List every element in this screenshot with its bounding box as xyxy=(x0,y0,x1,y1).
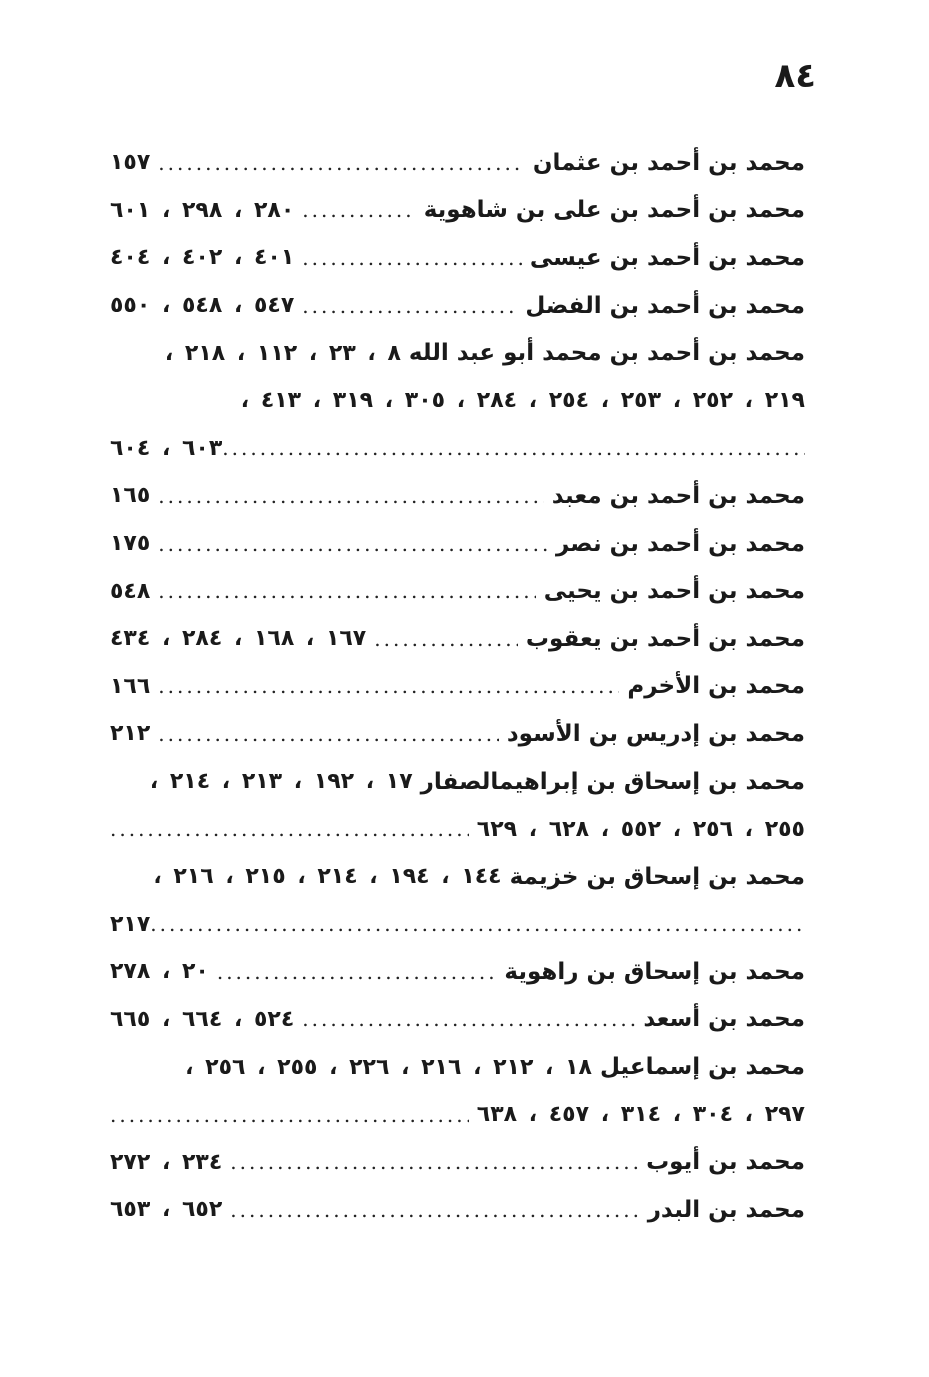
entry-pages: ٤٠١ ، ٤٠٢ ، ٤٠٤ xyxy=(110,245,295,271)
index-entry xyxy=(110,853,805,901)
entry-name: محمد بن أحمد بن على بن شاهوية xyxy=(423,197,805,224)
index-entry xyxy=(110,948,805,996)
index-entry xyxy=(110,710,805,758)
entry-pages: ٢٣٤ ، ٢٧٢ xyxy=(110,1149,223,1175)
index-entry-continuation xyxy=(110,901,805,949)
dot-leader xyxy=(230,1198,639,1222)
dot-leader xyxy=(158,532,548,556)
dot-leader xyxy=(158,484,543,508)
dot-leader xyxy=(222,436,805,460)
dot-leader xyxy=(302,1007,635,1031)
entry-name: محمد بن إدريس بن الأسود xyxy=(506,720,805,747)
index-entry xyxy=(110,472,805,520)
index-entry-continuation xyxy=(110,377,805,425)
index-entry xyxy=(110,234,805,282)
entry-name: محمد بن أحمد بن الفضل xyxy=(525,292,805,319)
entry-pages: ١٧٥ xyxy=(110,531,151,557)
dot-leader xyxy=(302,246,522,270)
entry-name: محمد بن البدر xyxy=(647,1196,805,1223)
entry-pages: ٥٢٤ ، ٦٦٤ ، ٦٦٥ xyxy=(110,1006,295,1032)
entry-pages: ٢٠ ، ٢٧٨ xyxy=(110,959,209,985)
index-entry xyxy=(110,1138,805,1186)
index-entry xyxy=(110,615,805,663)
dot-leader xyxy=(158,151,525,175)
index-entry xyxy=(110,520,805,568)
entry-pages: ٢٨٠ ، ٢٩٨ ، ٦٠١ xyxy=(110,197,295,223)
entry-name: محمد بن الأخرم xyxy=(627,673,805,700)
index-entry xyxy=(110,139,805,187)
entry-pages: ٥٤٧ ، ٥٤٨ ، ٥٥٠ xyxy=(110,293,295,319)
entry-name: محمد بن أسعد xyxy=(643,1006,805,1033)
entry-pages: ٨ ، ٢٣ ، ١١٢ ، ٢١٨ ، xyxy=(164,340,401,366)
entry-pages: ١٨ ، ٢١٢ ، ٢١٦ ، ٢٢٦ ، ٢٥٥ ، ٢٥٦ ، xyxy=(185,1054,592,1080)
entry-pages: ٢٥٥ ، ٢٥٦ ، ٥٥٢ ، ٦٢٨ ، ٦٢٩ xyxy=(476,816,805,842)
index-entry xyxy=(110,187,805,235)
entry-pages: ٢١٩ ، ٢٥٢ ، ٢٥٣ ، ٢٥٤ ، ٢٨٤ ، ٣٠٥ ، ٣١٩ ، ٤١٣ ، xyxy=(240,388,805,414)
entry-pages: ١٦٧ ، ١٦٨ ، ٢٨٤ ، ٤٣٤ xyxy=(110,626,367,652)
index-entry-continuation xyxy=(110,425,805,473)
entry-pages: ١٤٤ ، ١٩٤ ، ٢١٤ ، ٢١٥ ، ٢١٦ ، xyxy=(153,864,502,890)
index-entry xyxy=(110,663,805,711)
dot-leader xyxy=(230,1150,638,1174)
dot-leader xyxy=(110,817,469,841)
index-entry xyxy=(110,1043,805,1091)
entry-name: محمد بن أحمد بن عثمان xyxy=(532,149,805,176)
index-list xyxy=(110,139,805,1234)
entry-pages: ١٧ ، ١٩٢ ، ٢١٣ ، ٢١٤ ، xyxy=(149,769,413,795)
dot-leader xyxy=(374,627,518,651)
entry-name: محمد بن إسحاق بن راهوية xyxy=(504,958,805,985)
entry-name: محمد بن أحمد بن نصر xyxy=(556,530,805,557)
entry-name: محمد بن أحمد بن عيسى xyxy=(529,244,805,271)
entry-name: محمد بن أحمد بن يعقوب xyxy=(525,625,805,652)
entry-pages: ٦٠٣ ، ٦٠٤ xyxy=(110,435,223,461)
index-entry xyxy=(110,758,805,806)
dot-leader xyxy=(110,1103,469,1127)
dot-leader xyxy=(150,912,805,936)
entry-name: محمد بن إسماعيل xyxy=(599,1054,805,1081)
entry-pages: ١٦٥ xyxy=(110,483,151,509)
entry-name: محمد بن أحمد بن محمد أبو عبد الله xyxy=(408,340,805,367)
page-number: ٨٤ xyxy=(774,56,816,96)
entry-name: محمد بن أحمد بن معبد xyxy=(551,482,805,509)
index-entry xyxy=(110,329,805,377)
entry-pages: ١٦٦ xyxy=(110,673,151,699)
entry-pages: ٢٩٧ ، ٣٠٤ ، ٣١٤ ، ٤٥٧ ، ٦٣٨ xyxy=(476,1102,805,1128)
index-entry xyxy=(110,282,805,330)
dot-leader xyxy=(302,198,415,222)
entry-pages: ٥٤٨ xyxy=(110,578,151,604)
dot-leader xyxy=(158,674,619,698)
entry-pages: ٢١٧ xyxy=(110,911,151,937)
dot-leader xyxy=(158,722,499,746)
entry-pages: ٦٥٢ ، ٦٥٣ xyxy=(110,1197,223,1223)
dot-leader xyxy=(217,960,497,984)
dot-leader xyxy=(302,294,517,318)
index-entry xyxy=(110,1186,805,1234)
dot-leader xyxy=(158,579,535,603)
index-entry-continuation xyxy=(110,805,805,853)
entry-pages: ٢١٢ xyxy=(110,721,151,747)
entry-name: محمد بن إسحاق بن خزيمة xyxy=(509,863,805,890)
index-entry-continuation xyxy=(110,1091,805,1139)
index-entry xyxy=(110,996,805,1044)
index-entry xyxy=(110,567,805,615)
entry-name: محمد بن أحمد بن يحيى xyxy=(543,578,805,605)
entry-pages: ١٥٧ xyxy=(110,150,151,176)
entry-name: محمد بن أيوب xyxy=(646,1149,805,1176)
entry-name: محمد بن إسحاق بن إبراهيمالصفار xyxy=(420,768,805,795)
